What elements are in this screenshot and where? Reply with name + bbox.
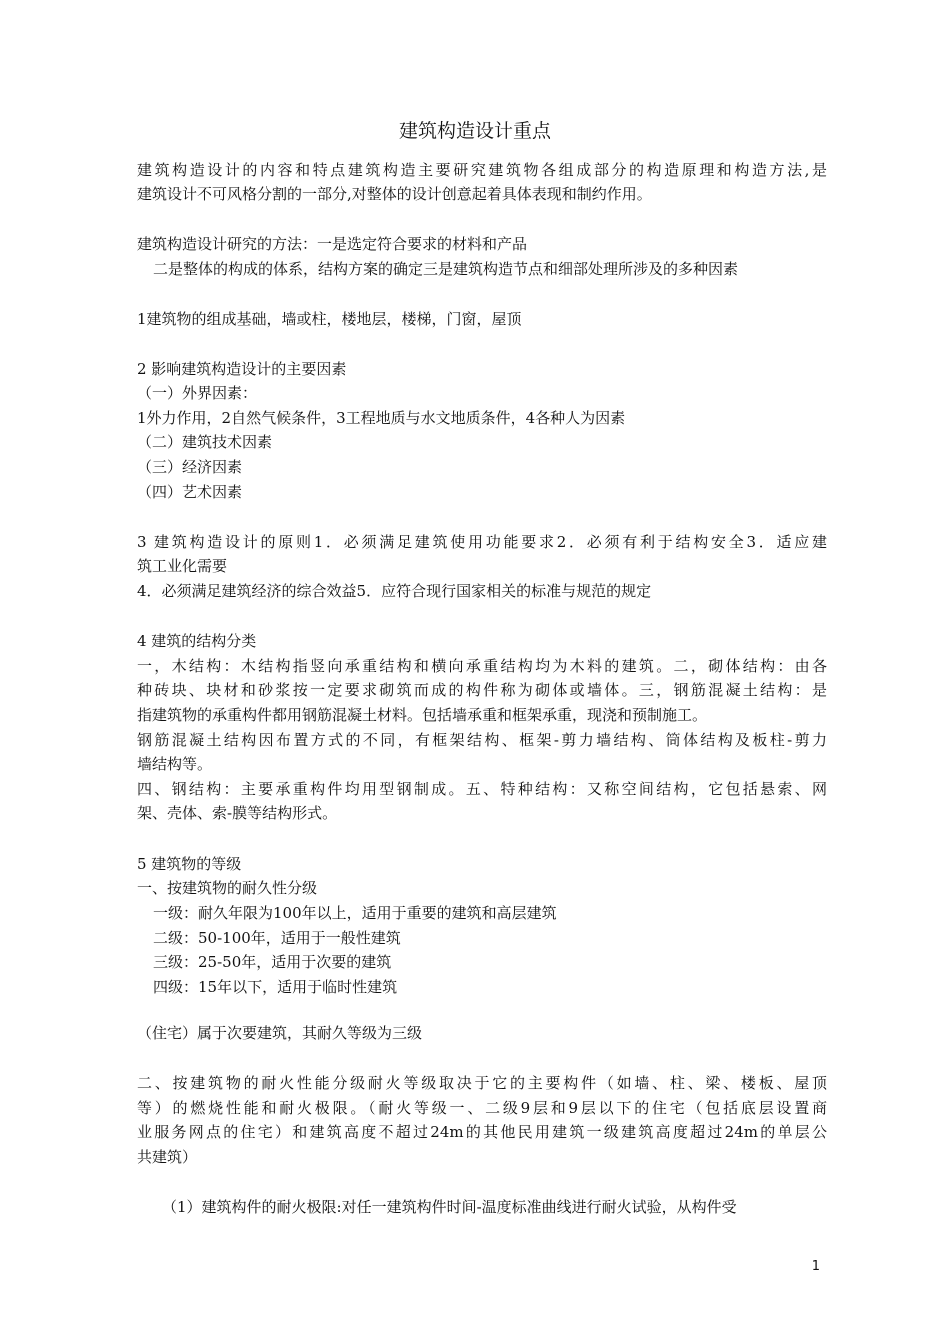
paragraph-line: 种砖块、块材和砂浆按一定要求砌筑而成的构件称为砌体或墙体。三，钢筋混凝土结构：是	[137, 681, 827, 699]
paragraph-line: 建筑设计不可风格分割的一部分,对整体的设计创意起着具体表现和制约作用。	[137, 185, 652, 203]
paragraph-line: 业服务网点的住宅）和建筑高度不超过24m的其他民用建筑一级建筑高度超过24m的单层公	[137, 1123, 827, 1141]
section-heading: 4 建筑的结构分类	[137, 632, 257, 650]
paragraph-line: 共建筑）	[137, 1148, 198, 1166]
paragraph-line: 1外力作用，2自然气候条件，3工程地质与水文地质条件，4各种人为因素	[137, 409, 626, 427]
paragraph-line: （四）艺术因素	[137, 483, 243, 501]
paragraph-line: 一，木结构：木结构指竖向承重结构和横向承重结构均为木料的建筑。二，砌体结构：由各	[137, 657, 827, 675]
list-item: 一级：耐久年限为100年以上，适用于重要的建筑和高层建筑	[153, 904, 557, 922]
list-item: 四级：15年以下，适用于临时性建筑	[153, 978, 398, 996]
paragraph-line: 墙结构等。	[137, 755, 213, 773]
paragraph-line: 等）的燃烧性能和耐火极限。（耐火等级一、二级9层和9层以下的住宅（包括底层设置商	[137, 1099, 827, 1117]
paragraph-line: （三）经济因素	[137, 458, 243, 476]
paragraph-line: 二、按建筑物的耐火性能分级耐火等级取决于它的主要构件（如墙、柱、梁、楼板、屋顶	[137, 1074, 827, 1092]
section-heading: 5 建筑物的等级	[137, 855, 242, 873]
paragraph-line: 筑工业化需要	[137, 557, 228, 575]
paragraph-line: 钢筋混凝土结构因布置方式的不同，有框架结构、框架-剪力墙结构、筒体结构及板柱-剪力	[137, 731, 827, 749]
paragraph-line: （住宅）属于次要建筑，其耐久等级为三级	[137, 1024, 423, 1042]
section-heading: 3 建筑构造设计的原则1．必须满足建筑使用功能要求2．必须有利于结构安全3．适应建	[137, 533, 827, 551]
list-item: 二级：50-100年，适用于一般性建筑	[153, 929, 401, 947]
paragraph-line: 架、壳体、索-膜等结构形式。	[137, 804, 338, 822]
list-item: 三级：25-50年，适用于次要的建筑	[153, 953, 392, 971]
paragraph-line: 一、按建筑物的耐久性分级	[137, 879, 318, 897]
paragraph-line: 4．必须满足建筑经济的综合效益5．应符合现行国家相关的标准与规范的规定	[137, 582, 652, 600]
paragraph-line: 建筑构造设计研究的方法：一是选定符合要求的材料和产品	[137, 235, 528, 253]
paragraph-line: 指建筑物的承重构件都用钢筋混凝土材料。包括墙承重和框架承重，现浇和预制施工。	[137, 706, 708, 724]
page-number: 1	[811, 1259, 820, 1274]
paragraph-line: 四、钢结构：主要承重构件均用型钢制成。五、特种结构：又称空间结构，它包括悬索、网	[137, 780, 827, 798]
paragraph-line: 建筑构造设计的内容和特点建筑构造主要研究建筑物各组成部分的构造原理和构造方法,是	[137, 161, 827, 179]
paragraph-line: （1）建筑构件的耐火极限:对任一建筑构件时间-温度标准曲线进行耐火试验，从构件受	[162, 1198, 737, 1216]
paragraph-line: （一）外界因素：	[137, 384, 258, 402]
paragraph-line: 1建筑物的组成基础，墙或柱，楼地层，楼梯，门窗，屋顶	[137, 310, 522, 328]
paragraph-line: 二是整体的构成的体系，结构方案的确定三是建筑构造节点和细部处理所涉及的多种因素	[153, 260, 739, 278]
section-heading: 2 影响建筑构造设计的主要因素	[137, 360, 347, 378]
paragraph-line: （二）建筑技术因素	[137, 433, 273, 451]
document-title: 建筑构造设计重点	[398, 120, 551, 142]
